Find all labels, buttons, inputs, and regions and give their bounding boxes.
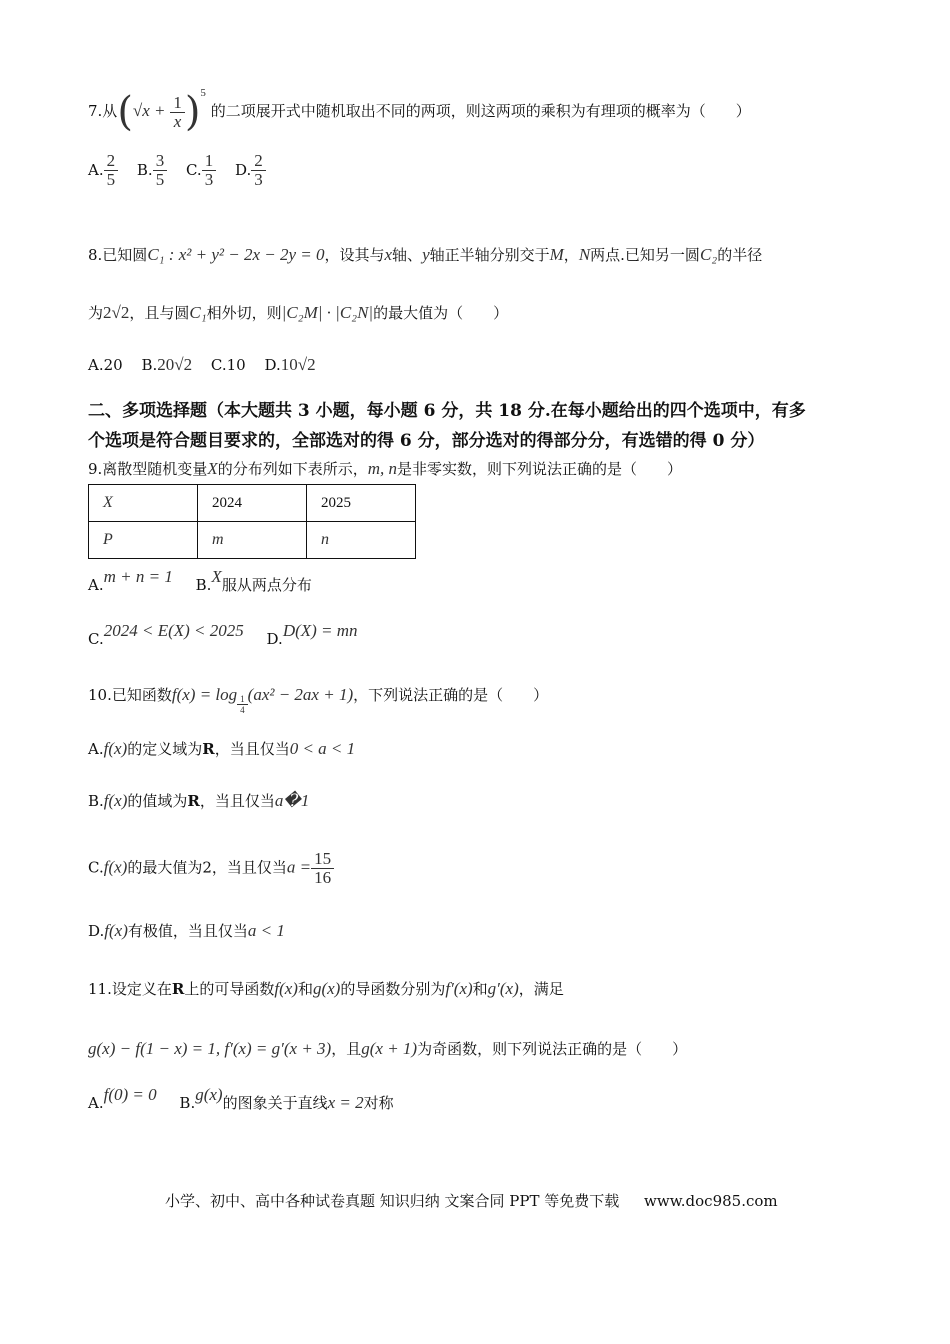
- question-9: 9.离散型随机变量X的分布列如下表所示，m, n是非零实数，则下列说法正确的是（ ）: [88, 459, 683, 478]
- table-row: [89, 522, 416, 559]
- q11-line-2: g(x) − f(1 − x) = 1, f′(x) = g′(x + 3)，且g(x + 1)为奇函数，则下列说法正确的是（ ）: [88, 1039, 688, 1058]
- q10-option-d: D.f(x)有极值，当且仅当a < 1: [88, 921, 285, 940]
- q7-text: 的二项展开式中随机取出不同的两项，则这两项的乘积为有理项的概率为（ ）: [210, 102, 751, 120]
- footer-url[interactable]: www.doc985.com: [644, 1192, 778, 1210]
- q11-condition: g(x) − f(1 − x) = 1, f′(x) = g′(x + 3): [88, 1039, 332, 1058]
- q8-option-a: A.20: [88, 356, 123, 374]
- q9-options-cd: [88, 621, 358, 650]
- table-cell: m: [198, 522, 307, 559]
- q9-option-d: D.D(X) = mn: [266, 621, 358, 648]
- q7-paren-close: ): [184, 89, 201, 135]
- question-10: 10.已知函数f(x) = log $\frac{1}{4}$ (ax² − 2ax + 1)，下列说法正确的是（ ）: [88, 685, 549, 715]
- table-cell: X: [89, 485, 198, 522]
- q10-log-base: $\frac{1}{4}$: [237, 694, 248, 715]
- q8-radius: 2√2: [103, 303, 130, 322]
- q8-option-b: B.20√2: [141, 355, 193, 374]
- q7-prefix: 7.从: [88, 102, 118, 120]
- footer-text: 小学、初中、高中各种试卷真题 知识归纳 文案合同 PPT 等免费下载: [165, 1192, 620, 1210]
- q10-fraction: $\frac{15}{16}$: [311, 850, 334, 887]
- table-cell: n: [307, 522, 416, 559]
- question-11: 11.设定义在R上的可导函数f(x)和g(x)的导函数分别为f′(x)和g′(x)，满足: [88, 979, 564, 998]
- table-cell: P: [89, 522, 198, 559]
- table-cell: 2025: [307, 485, 416, 522]
- q7-option-a: A. $\frac{2}{5}$: [88, 161, 118, 179]
- q11-option-b: B.g(x)的图象关于直线x = 2对称: [179, 1085, 394, 1112]
- q7-exponent: 5: [200, 87, 206, 99]
- q8-option-d: D.10√2: [264, 355, 316, 374]
- q7-option-c: C. $\frac{1}{3}$: [186, 161, 216, 179]
- q11-options: [88, 1085, 394, 1114]
- q7-option-b: B. $\frac{3}{5}$: [137, 161, 167, 179]
- q7-sqrt: √x +: [132, 101, 166, 120]
- q10-option-b: B.f(x)的值域为R，当且仅当a�1: [88, 791, 310, 810]
- question-7: [88, 87, 751, 135]
- footer: [165, 1190, 778, 1211]
- section-2-heading: 二、多项选择题（本大题共 3 小题，每小题 6 分，共 18 分.在每小题给出的四个选项中，有多 个选项是符合题目要求的，全部选对的得 6 分，部分选对的得部分分，有选错的得 0 分）: [88, 401, 806, 451]
- q7-options: [88, 152, 280, 189]
- q8-options: [88, 354, 330, 376]
- q10-option-c: C.f(x)的最大值为2，当且仅当a = $\frac{15}{16}$: [88, 850, 334, 887]
- q7-paren-open: (: [117, 89, 133, 135]
- q9-option-a: A.m + n = 1: [88, 567, 173, 594]
- q10-option-a: A.f(x)的定义域为R，当且仅当0 < a < 1: [88, 739, 356, 758]
- q8-product: |C₂M| · |C₂N|: [281, 303, 374, 322]
- q9-option-c: C.2024 < E(X) < 2025: [88, 621, 244, 648]
- table-row: [89, 485, 416, 522]
- q11-option-a: A.f(0) = 0: [88, 1085, 157, 1112]
- q8-circle-equation: C₁ : x² + y² − 2x − 2y = 0: [147, 245, 325, 264]
- q8-option-c: C.10: [210, 356, 246, 374]
- q7-option-d: D. $\frac{2}{3}$: [235, 161, 266, 179]
- table-cell: 2024: [198, 485, 307, 522]
- q9-options-ab: [88, 567, 312, 596]
- question-8: 8.已知圆C₁ : x² + y² − 2x − 2y = 0，设其与x轴、y轴正半轴分别交于M，N两点.已知另一圆C₂的半径: [88, 245, 763, 264]
- q8-line-2: 为2√2，且与圆C₁相外切，则|C₂M| · |C₂N|的最大值为（ ）: [88, 303, 509, 322]
- q7-fraction: $\frac{1}{x}$: [170, 94, 185, 131]
- distribution-table: [88, 484, 416, 559]
- q9-option-b: B.X服从两点分布: [195, 567, 312, 594]
